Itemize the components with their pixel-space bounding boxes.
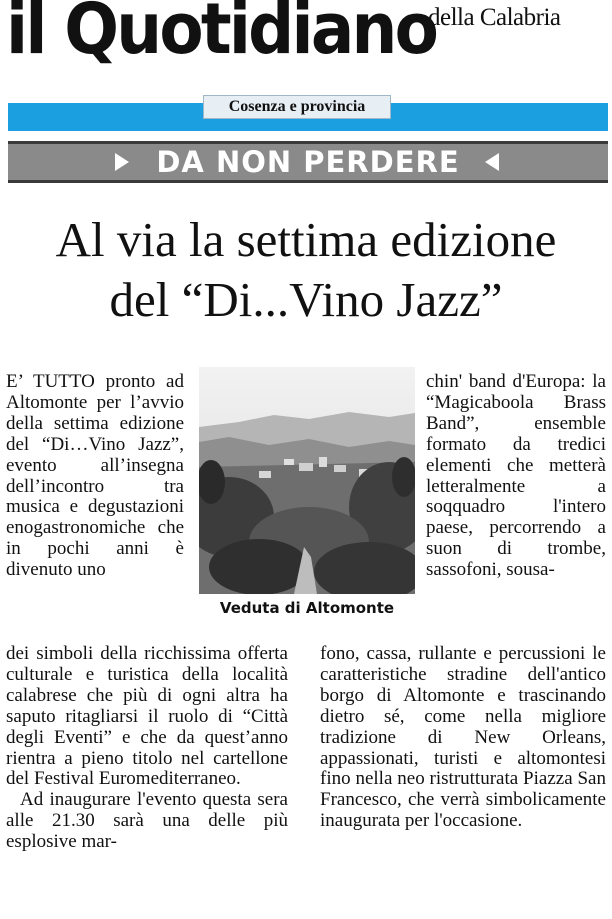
- arrow-left-icon: [485, 153, 499, 171]
- headline: [0, 210, 612, 330]
- article-paragraph: fono, cassa, rullante e percussioni le caratteristiche stradine dell'antico borgo di Altomonte e trascinando dietro sé, come nella migliore tradizione di New Orleans, appassionati, turisti e altomontesi fino nella neo ristrutturata Piazza San Francesco, che verrà simbolicamente inaugurata per l'occasione.: [320, 643, 606, 832]
- article-column-1-lower: [6, 644, 288, 853]
- headline-line-1: Al via la settima edizione: [55, 212, 557, 267]
- newspaper-title: il Quotidiano: [6, 0, 437, 70]
- article-paragraph: dei simboli della ricchissima offerta culturale e turistica della località calabrese che più di ogni altra ha saputo ritagliarsi il ruolo di “Città degli Eventi” e che da quest’anno rientra a pieno titolo nel cartellone del Festival Euromediterraneo.: [6, 643, 288, 790]
- article-paragraph: chin' band d'Europa: la “Magicaboola Brass Band”, ensemble formato da tredici elementi che metterà letteralmente a soqquadro l'intero paese, percorrendo a suon di trombe, sassofoni, sousa-: [426, 371, 606, 581]
- article-photo: [199, 367, 415, 594]
- kicker-label: DA NON PERDERE: [156, 145, 460, 179]
- kicker-banner: [8, 141, 608, 183]
- masthead: [0, 0, 612, 100]
- headline-line-2: del “Di...Vino Jazz”: [109, 272, 503, 327]
- article-paragraph: E’ TUTTO pronto ad Altomonte per l’avvio della settima edizione del “Di…Vino Jazz”, evento all’insegna dell’incontro tra musica e degustazioni enogastronomiche che in pochi anni è divenuto uno: [6, 371, 184, 581]
- newspaper-region: della Calabria: [428, 4, 561, 31]
- photo-caption: Veduta di Altomonte: [219, 599, 395, 617]
- article-column-2-lower: [320, 644, 606, 832]
- section-label: Cosenza e provincia: [203, 95, 391, 119]
- landscape-photo: [199, 367, 415, 594]
- article-column-3: [426, 372, 606, 581]
- article-paragraph: Ad inaugurare l'evento questa sera alle 21.30 sarà una delle più esplosive mar-: [6, 789, 288, 853]
- article-column-1: [6, 372, 184, 581]
